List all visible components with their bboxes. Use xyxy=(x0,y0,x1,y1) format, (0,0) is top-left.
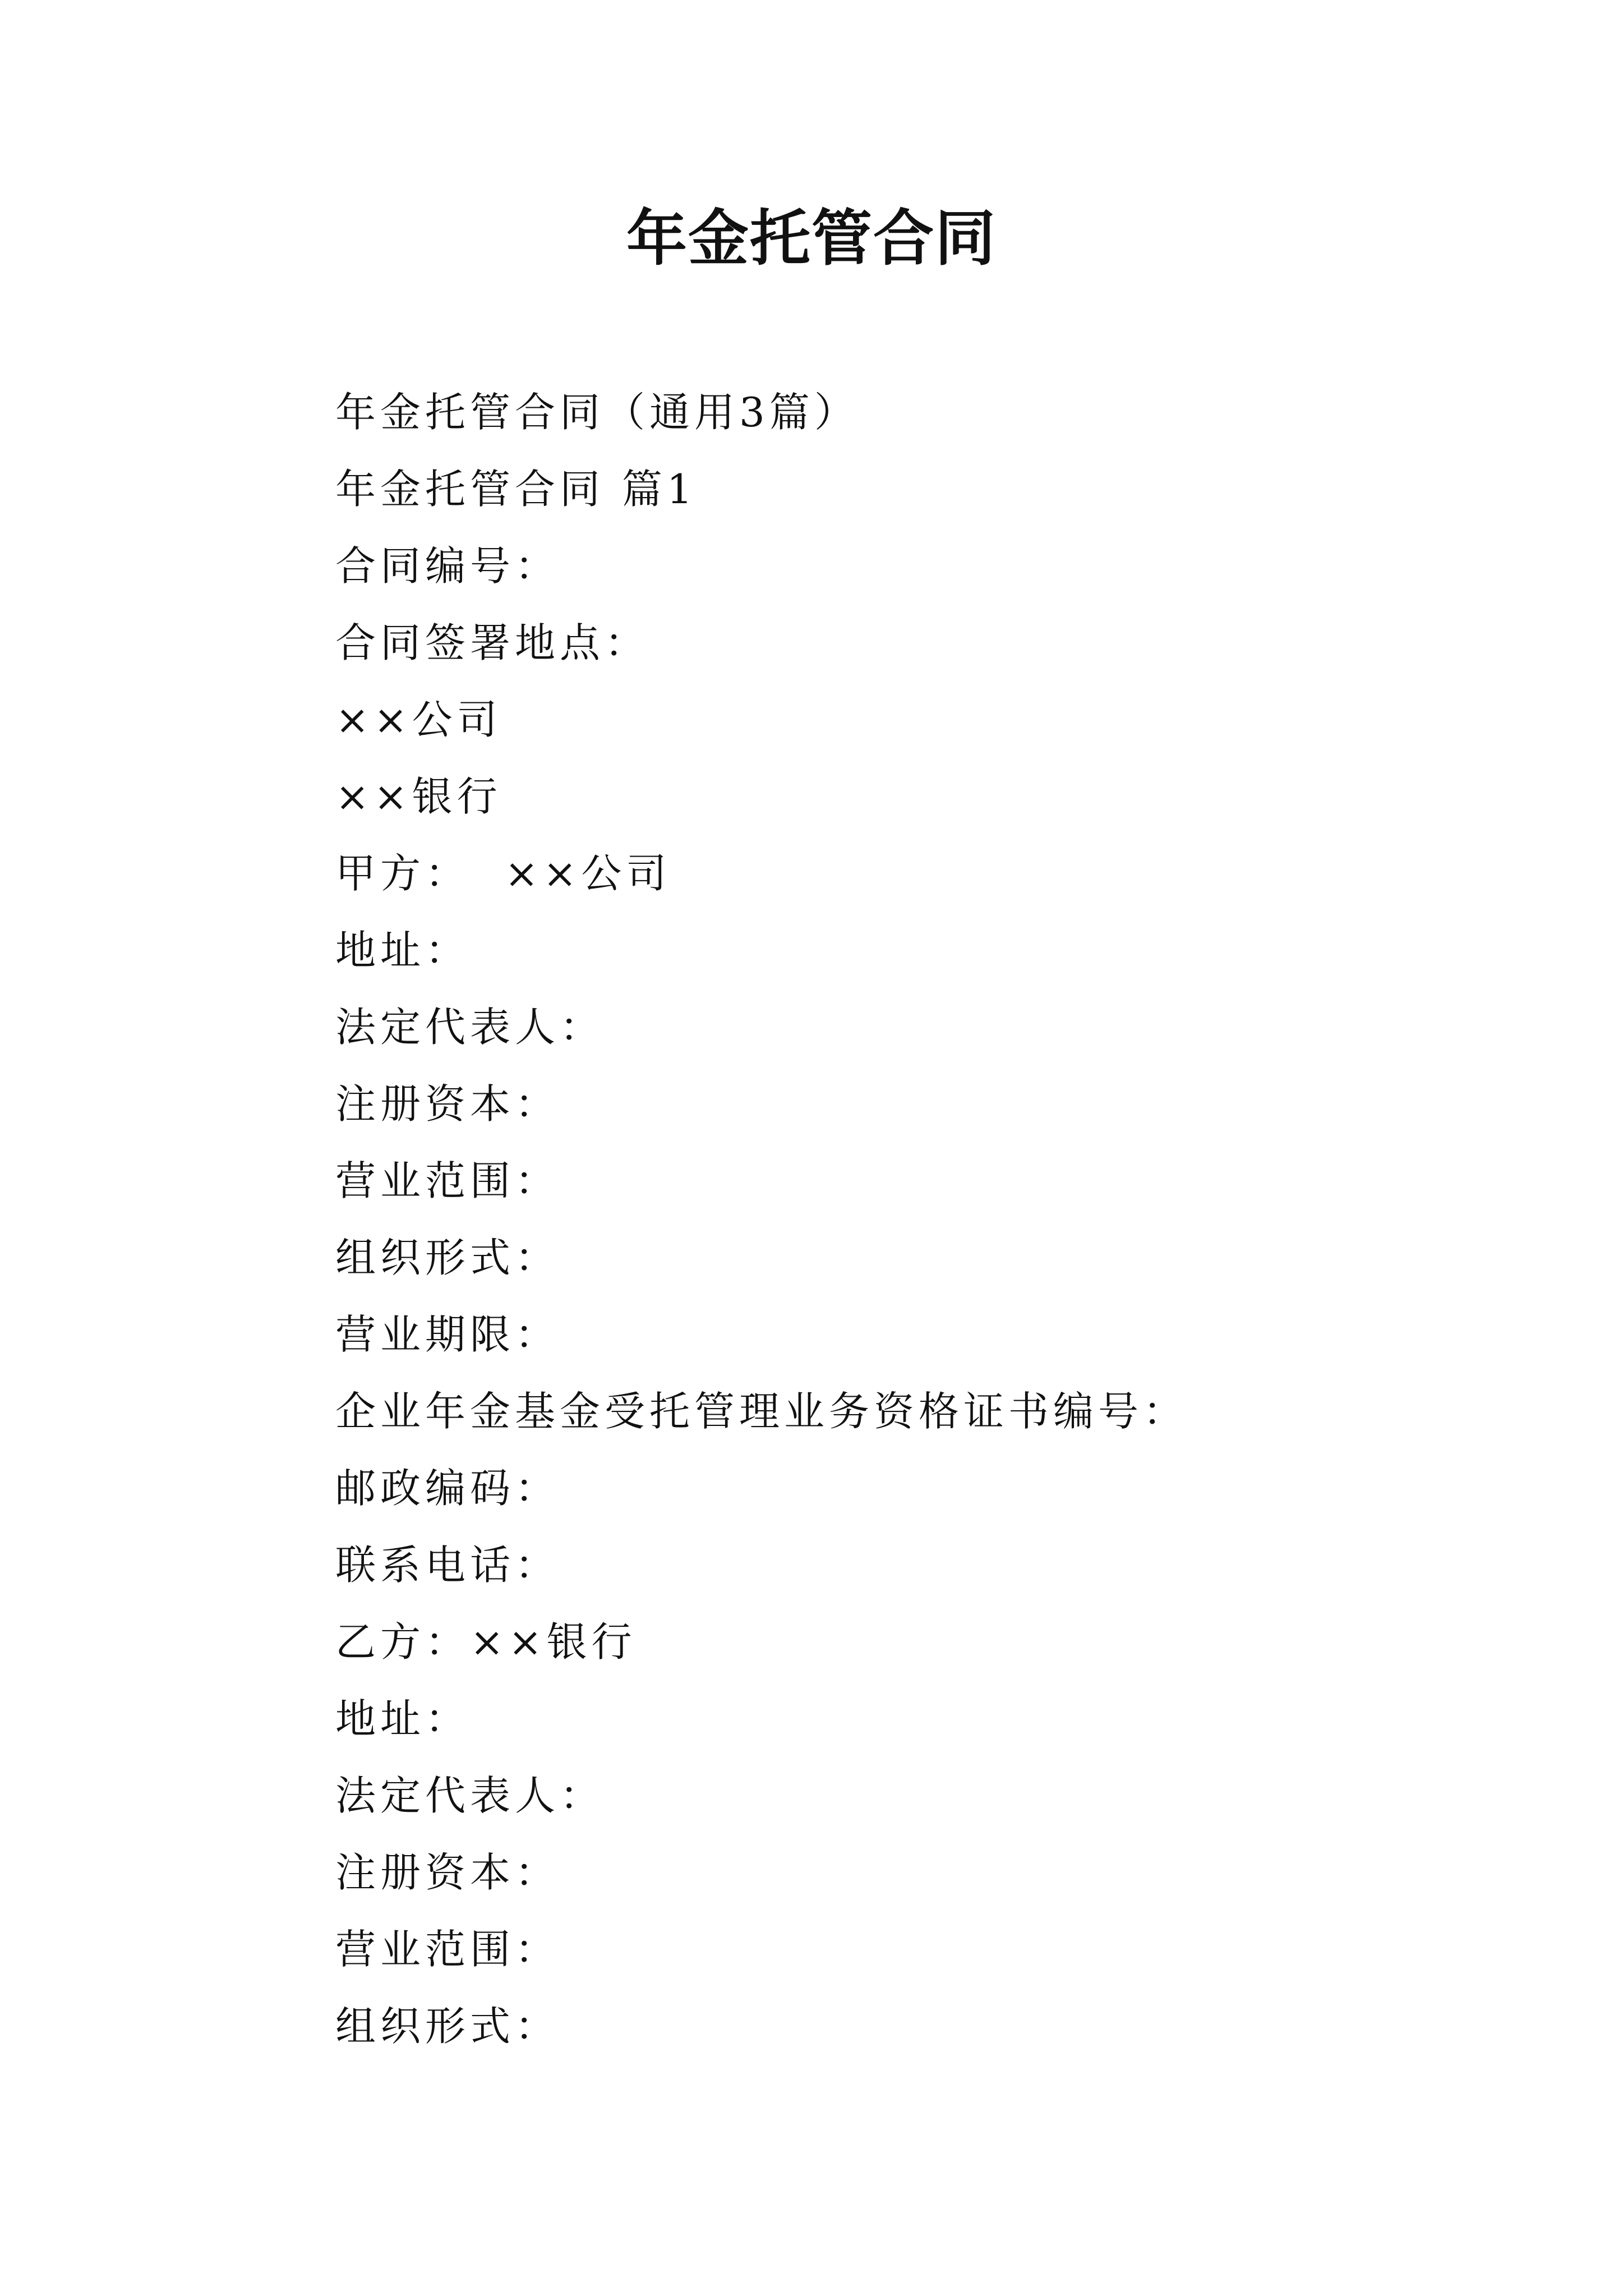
doc-line-party-b-org-form: 组织形式： xyxy=(335,2003,560,2050)
doc-line-subtitle: 年金托管合同（通用3篇） xyxy=(335,389,859,436)
doc-line-bank: ××银行 xyxy=(335,773,502,820)
doc-line-party-a-capital: 注册资本： xyxy=(335,1080,560,1128)
doc-line-party-a-postcode: 邮政编码： xyxy=(335,1465,560,1512)
document-body xyxy=(335,374,1513,2065)
doc-line-party-a-address: 地址： xyxy=(335,927,471,974)
doc-line-party-a: 甲方： ××公司 xyxy=(335,850,671,897)
doc-line-party-b-scope: 营业范围： xyxy=(335,1926,560,1973)
doc-line-party-a-term: 营业期限： xyxy=(335,1311,560,1358)
doc-line-signing-place: 合同签署地点： xyxy=(335,619,650,666)
doc-line-party-b: 乙方：××银行 xyxy=(335,1618,637,1665)
doc-line-party-a-legal-rep: 法定代表人： xyxy=(335,1004,605,1051)
doc-line-party-b-capital: 注册资本： xyxy=(335,1849,560,1896)
doc-line-company: ××公司 xyxy=(335,696,502,743)
doc-line-section-heading: 年金托管合同 篇1 xyxy=(335,466,697,513)
document-title: 年金托管合同 xyxy=(626,203,997,274)
doc-line-party-a-scope: 营业范围： xyxy=(335,1157,560,1204)
doc-line-party-b-legal-rep: 法定代表人： xyxy=(335,1772,605,1819)
doc-line-party-b-address: 地址： xyxy=(335,1695,471,1742)
doc-line-party-a-cert-number: 企业年金基金受托管理业务资格证书编号： xyxy=(335,1388,1188,1435)
doc-line-party-a-org-form: 组织形式： xyxy=(335,1234,560,1281)
doc-line-party-a-phone: 联系电话： xyxy=(335,1542,560,1589)
doc-line-contract-number: 合同编号： xyxy=(335,542,560,590)
